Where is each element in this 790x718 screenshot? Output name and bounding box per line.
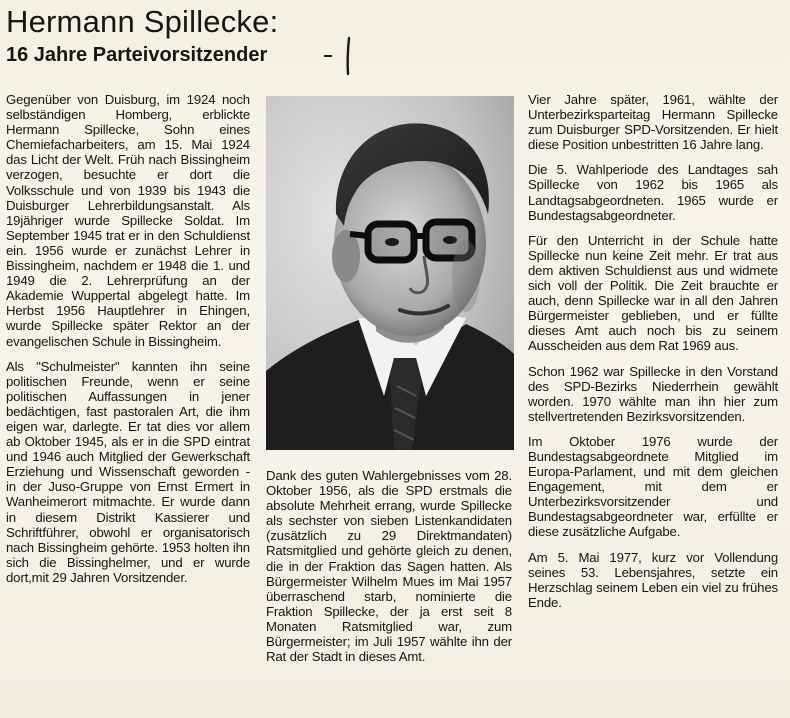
paragraph: Schon 1962 war Spillecke in den Vorstand des SPD-Bezirks Niederrhein gewählt worden. 1970 wählte man ihn hier zum stellvertretenden Bezirksvorsitzenden. [528, 363, 778, 424]
text-column-right [528, 92, 778, 620]
text-column-middle [266, 468, 512, 674]
paragraph: Die 5. Wahlperiode des Landtages sah Spillecke von 1962 bis 1965 als Landtagsabgeordneten. 1965 wurde er Bundestagsabgeordneter. [528, 162, 778, 223]
paragraph: Am 5. Mai 1977, kurz vor Vollendung seines 53. Lebensjahres, setzte ein Herzschlag seinem Leben ein viel zu frühes Ende. [528, 549, 778, 610]
paragraph: Gegenüber von Duisburg, im 1924 noch selbständigen Homberg, erblickte Hermann Spillecke, Sohn eines Chemiefacharbeiters, am 15. Mai 1924 das Licht der Welt. Früh nach Bissingheim verzogen, besuchte er dort die Volksschule und von 1939 bis 1943 die Duisburger Lehrerbildungsanstalt. Als 19jähriger wurde Spillecke Soldat. Im September 1945 trat er in den Schuldienst ein. 1956 wurde er zunächst Lehrer in Bissingheim, nachdem er 1948 die 1. und 1949 die 2. Lehrerprüfung an der Akademie Wuppertal abgelegt hatte. Im Herbst 1956 Hauptlehrer in Ehingen, wurde Spillecke später Rektor an der evangelischen Schule in Bissingheim. [6, 92, 250, 349]
portrait-illustration [266, 96, 514, 450]
paragraph: Vier Jahre später, 1961, wählte der Unterbezirksparteitag Hermann Spillecke zum Duisburger SPD-Vorsitzenden. Er hielt diese Position unbestritten 16 Jahre lang. [528, 92, 778, 153]
handwritten-mark-icon [322, 34, 362, 76]
paragraph: Im Oktober 1976 wurde der Bundestagsabgeordnete Mitglied im Europa-Parlament, und mit dem gleichen Engagement, mit dem er Unterbezirksvorsitzender und Bundestagsabgeordneter war, erfüllte er diese zusätzliche Aufgabe. [528, 433, 778, 540]
paragraph: Für den Unterricht in der Schule hatte Spillecke nun keine Zeit mehr. Er trat aus dem aktiven Schuldienst aus und widmete sich voll der Politik. Die Zeit brauchte er auch, denn Spillecke war in all den Jahren Bürgermeister geblieben, und er füllte dieses Amt auch noch bis zu seinem Ausscheiden aus dem Rat 1969 aus. [528, 232, 778, 354]
portrait-photo [266, 96, 514, 450]
paragraph: Dank des guten Wahlergebnisses vom 28. Oktober 1956, als die SPD erstmals die absolute Mehrheit errang, wurde Spillecke als sechster von sieben Listenkandidaten (zusätzlich zu 29 Direktmandaten) Ratsmitglied und gehörte gleich zu denen, die in der Fraktion das Sagen hatten. Als Bürgermeister Wilhelm Mues im Mai 1957 überraschend starb, nominierte die Fraktion Spillecke, der ja erst seit 8 Monaten Ratsmitglied war, zum Bürgermeister; im Juli 1957 wählte ihn der Rat der Stadt in dieses Amt. [266, 468, 512, 665]
paragraph: Als "Schulmeister" kannten ihn seine politischen Freunde, wenn er seine politischen Auffassungen in jener bedächtigen, fast pastoralen Art, die ihm eigen war, darlegte. Er tat dies vor allem ab Oktober 1945, als er in die SPD eintrat und 1946 auch Mitglied der Gewerkschaft Erziehung und Wissenschaft geworden - in der Juso-Gruppe von Ernst Ermert in Wanheimerort mitmachte. Er wurde dann in diesem Distrikt Kassierer und Schriftführer, obwohl er organisatorisch nach Bissingheim gehörte. 1953 holten ihn sich die Bissinghelmer, und er wurde dort,mit 29 Jahren Vorsitzender. [6, 358, 250, 585]
text-column-left [6, 92, 250, 595]
article-title: Hermann Spillecke: [6, 4, 279, 39]
article-subtitle: 16 Jahre Parteivorsitzender [6, 44, 268, 66]
